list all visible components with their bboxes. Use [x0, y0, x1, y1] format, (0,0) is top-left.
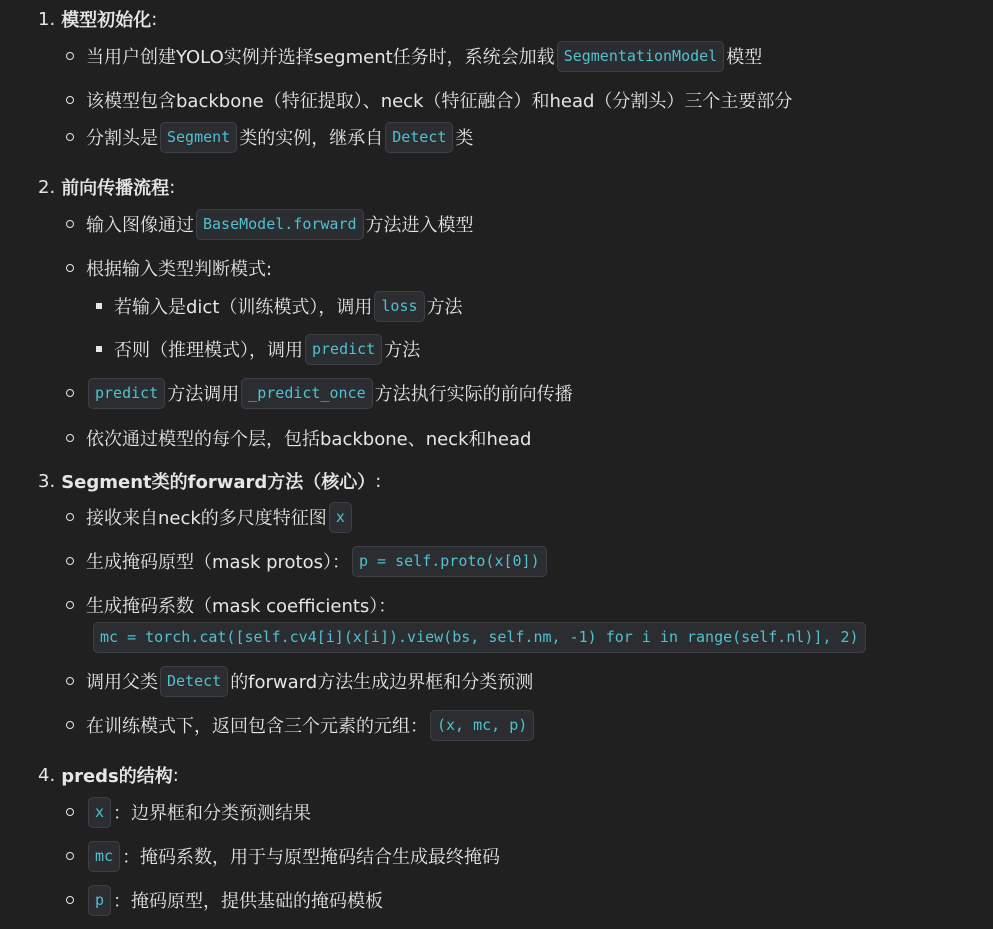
section-3-heading — [0, 463, 993, 499]
list-item — [0, 663, 993, 699]
section-title: 前向传播流程 — [61, 178, 170, 199]
bullet-icon — [66, 721, 74, 729]
list-item — [0, 838, 993, 874]
inline-code: p — [88, 885, 111, 916]
item-text: 输入图像通过 — [86, 215, 194, 236]
inline-code: SegmentationModel — [557, 41, 725, 72]
item-text: 模型 — [726, 47, 763, 68]
list-item — [0, 707, 993, 743]
list-number: 4. — [38, 764, 56, 786]
section-4-heading — [0, 757, 993, 793]
list-item — [0, 587, 993, 623]
item-text: 在训练模式下，返回包含三个元素的元组： — [86, 716, 428, 737]
bullet-icon — [96, 346, 102, 352]
section-title: preds的结构 — [61, 766, 173, 787]
item-text: 生成掩码系数（mask coefficients）： — [86, 596, 397, 617]
item-text: 方法 — [384, 340, 421, 361]
inline-code: mc — [88, 841, 120, 872]
bullet-icon — [66, 852, 74, 860]
bullet-icon — [66, 677, 74, 685]
code-line-row — [0, 619, 993, 655]
inline-code: Detect — [160, 666, 228, 697]
inline-code: x — [88, 797, 111, 828]
item-text: 类 — [455, 128, 474, 149]
item-text: 当用户创建YOLO实例并选择segment任务时，系统会加载 — [86, 47, 555, 68]
list-item — [0, 82, 993, 118]
section-title: 模型初始化 — [61, 10, 152, 31]
item-text: 方法调用 — [167, 384, 240, 405]
list-number: 3. — [38, 470, 56, 492]
item-text: 接收来自neck的多尺度特征图 — [86, 508, 327, 529]
item-text: ：边界框和分类预测结果 — [113, 803, 312, 824]
list-item — [0, 206, 993, 242]
sub-list-item — [0, 288, 993, 324]
list-item — [0, 119, 993, 155]
bullet-icon — [66, 220, 74, 228]
sub-list-item — [0, 331, 993, 367]
item-text: 方法 — [426, 297, 463, 318]
bullet-icon — [66, 513, 74, 521]
list-item — [0, 420, 993, 456]
list-item — [0, 794, 993, 830]
item-text: 若输入是dict（训练模式），调用 — [114, 297, 373, 318]
section-1-heading — [0, 1, 993, 37]
inline-code: predict — [88, 378, 165, 409]
list-item — [0, 38, 993, 74]
inline-code: Detect — [385, 122, 453, 153]
inline-code: p = self.proto(x[0]) — [352, 546, 547, 577]
list-item — [0, 499, 993, 535]
list-number: 2. — [38, 176, 56, 198]
inline-code: _predict_once — [241, 378, 372, 409]
bullet-icon — [66, 557, 74, 565]
bullet-icon — [66, 52, 74, 60]
item-text: ：掩码系数，用于与原型掩码结合生成最终掩码 — [122, 847, 501, 868]
bullet-icon — [66, 896, 74, 904]
item-text: 调用父类 — [86, 672, 158, 693]
bullet-icon — [66, 601, 74, 609]
section-title: Segment类的forward方法（核心） — [61, 472, 376, 493]
list-number: 1. — [38, 8, 56, 30]
item-text: ：掩码原型，提供基础的掩码模板 — [113, 891, 384, 912]
item-text: 方法进入模型 — [365, 215, 474, 236]
inline-code: BaseModel.forward — [196, 209, 364, 240]
item-text: 根据输入类型判断模式: — [86, 259, 273, 280]
inline-code: predict — [305, 334, 382, 365]
heading-colon: : — [151, 8, 158, 30]
inline-code: mc = torch.cat([self.cv4[i](x[i]).view(bs, self.nm, -1) for i in range(self.nl)], 2) — [93, 622, 866, 653]
item-text: 生成掩码原型（mask protos）： — [86, 552, 350, 573]
item-text: 否则（推理模式），调用 — [114, 340, 303, 361]
inline-code: Segment — [160, 122, 237, 153]
bullet-icon — [66, 96, 74, 104]
list-item — [0, 375, 993, 411]
bullet-icon — [66, 434, 74, 442]
bullet-icon — [66, 389, 74, 397]
heading-colon: : — [375, 470, 382, 492]
item-text: 类的实例，继承自 — [239, 128, 384, 149]
item-text: 方法执行实际的前向传播 — [374, 384, 573, 405]
bullet-icon — [66, 808, 74, 816]
bullet-icon — [66, 264, 74, 272]
item-text: 依次通过模型的每个层，包括backbone、neck和head — [86, 429, 532, 450]
inline-code: x — [329, 502, 352, 533]
inline-code: (x, mc, p) — [430, 710, 534, 741]
list-item — [0, 543, 993, 579]
heading-colon: : — [172, 764, 179, 786]
heading-colon: : — [169, 176, 176, 198]
inline-code: loss — [374, 291, 424, 322]
item-text: 的forward方法生成边界框和分类预测 — [230, 672, 534, 693]
list-item — [0, 250, 993, 286]
item-text: 该模型包含backbone（特征提取）、neck（特征融合）和head（分割头）三个主要部分 — [86, 91, 793, 112]
bullet-icon — [66, 133, 74, 141]
bullet-icon — [96, 303, 102, 309]
section-2-heading — [0, 169, 993, 205]
list-item — [0, 882, 993, 918]
item-text: 分割头是 — [86, 128, 158, 149]
